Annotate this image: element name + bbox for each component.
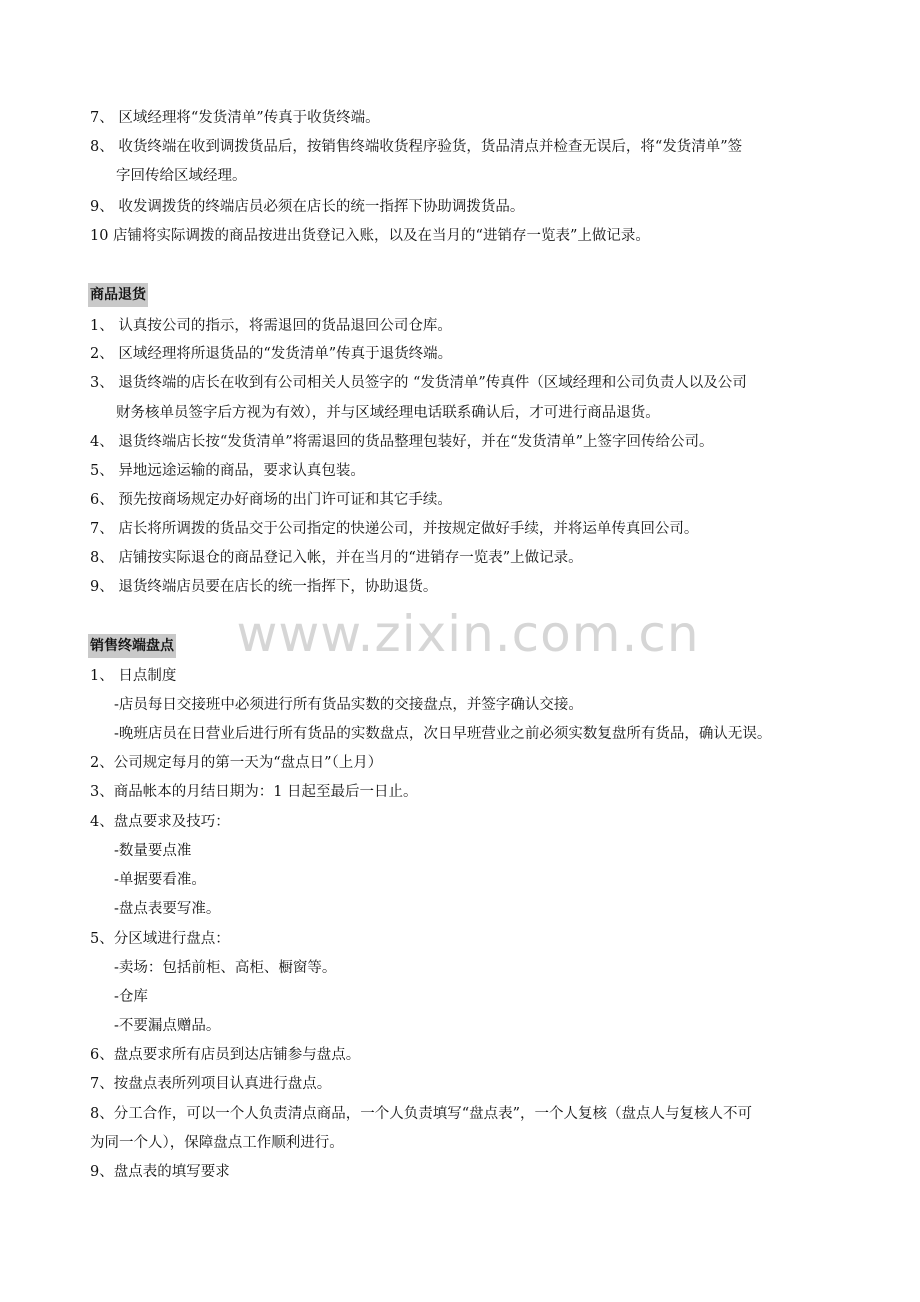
watermark: www.zixin.com.cn — [236, 605, 700, 663]
list-subitem: -单据要看准。 — [114, 872, 206, 888]
list-item: 3、 退货终端的店长在收到有公司相关人员签字的 “发货清单”传真件（区域经理和公司负责人以及公司 — [90, 375, 747, 391]
list-item: 3、商品帐本的月结日期为：1 日起至最后一日止。 — [90, 784, 418, 800]
list-subitem: -仓库 — [114, 989, 148, 1005]
list-subitem: -卖场：包括前柜、高柜、橱窗等。 — [114, 960, 337, 976]
list-item: 4、 退货终端店长按“发货清单”将需退回的货品整理包装好，并在“发货清单”上签字回传给公司。 — [90, 434, 714, 450]
list-item: 9、 收发调拨货的终端店员必须在店长的统一指挥下协助调拨货品。 — [90, 199, 525, 215]
list-item: 9、 退货终端店员要在店长的统一指挥下，协助退货。 — [90, 579, 438, 595]
list-item: 1、 认真按公司的指示，将需退回的货品退回公司仓库。 — [90, 318, 452, 334]
list-item: 8、 收货终端在收到调拨货品后，按销售终端收货程序验货，货品清点并检查无误后，将“发货清单”签 — [90, 139, 743, 155]
list-item-continuation: 为同一个人），保障盘点工作顺利进行。 — [90, 1135, 344, 1151]
list-item-continuation: 字回传给区域经理。 — [116, 168, 247, 184]
list-item: 7、 区域经理将“发货清单”传真于收货终端。 — [90, 110, 380, 126]
list-item: 7、按盘点表所列项目认真进行盘点。 — [90, 1076, 332, 1092]
list-item: 5、 异地远途运输的商品，要求认真包装。 — [90, 463, 365, 479]
list-item: 6、盘点要求所有店员到达店铺参与盘点。 — [90, 1047, 361, 1063]
list-subitem: -不要漏点赠品。 — [114, 1018, 221, 1034]
section-heading-returns: 商品退货 — [88, 283, 148, 307]
list-item: 2、 区域经理将所退货品的“发货清单”传真于退货终端。 — [90, 346, 453, 362]
list-item: 5、分区域进行盘点： — [90, 931, 230, 947]
list-item: 2、公司规定每月的第一天为“盘点日”（上月） — [90, 755, 383, 771]
list-item: 8、分工合作，可以一个人负责清点商品，一个人负责填写“盘点表”，一个人复核（盘点人与复核人不可 — [90, 1106, 753, 1122]
list-subitem: -晚班店员在日营业后进行所有货品的实数盘点，次日早班营业之前必须实数复盘所有货品，确认无误。 — [114, 726, 772, 742]
list-item: 6、 预先按商场规定办好商场的出门许可证和其它手续。 — [90, 492, 452, 508]
list-subitem: -盘点表要写准。 — [114, 901, 221, 917]
list-item: 10 店铺将实际调拨的商品按进出货登记入账，以及在当月的“进销存一览表”上做记录。 — [90, 228, 650, 244]
list-item: 7、 店长将所调拨的货品交于公司指定的快递公司，并按规定做好手续，并将运单传真回公司。 — [90, 521, 699, 537]
list-subitem: -数量要点准 — [114, 843, 192, 859]
list-item: 8、 店铺按实际退仓的商品登记入帐，并在当月的“进销存一览表”上做记录。 — [90, 550, 583, 566]
list-item: 4、盘点要求及技巧： — [90, 814, 230, 830]
list-item: 9、盘点表的填写要求 — [90, 1164, 230, 1180]
list-subitem: -店员每日交接班中必须进行所有货品实数的交接盘点，并签字确认交接。 — [114, 697, 583, 713]
list-item-continuation: 财务核单员签字后方视为有效），并与区域经理电话联系确认后，才可进行商品退货。 — [116, 405, 660, 421]
list-item: 1、 日点制度 — [90, 668, 177, 684]
section-heading-inventory: 销售终端盘点 — [88, 634, 176, 658]
